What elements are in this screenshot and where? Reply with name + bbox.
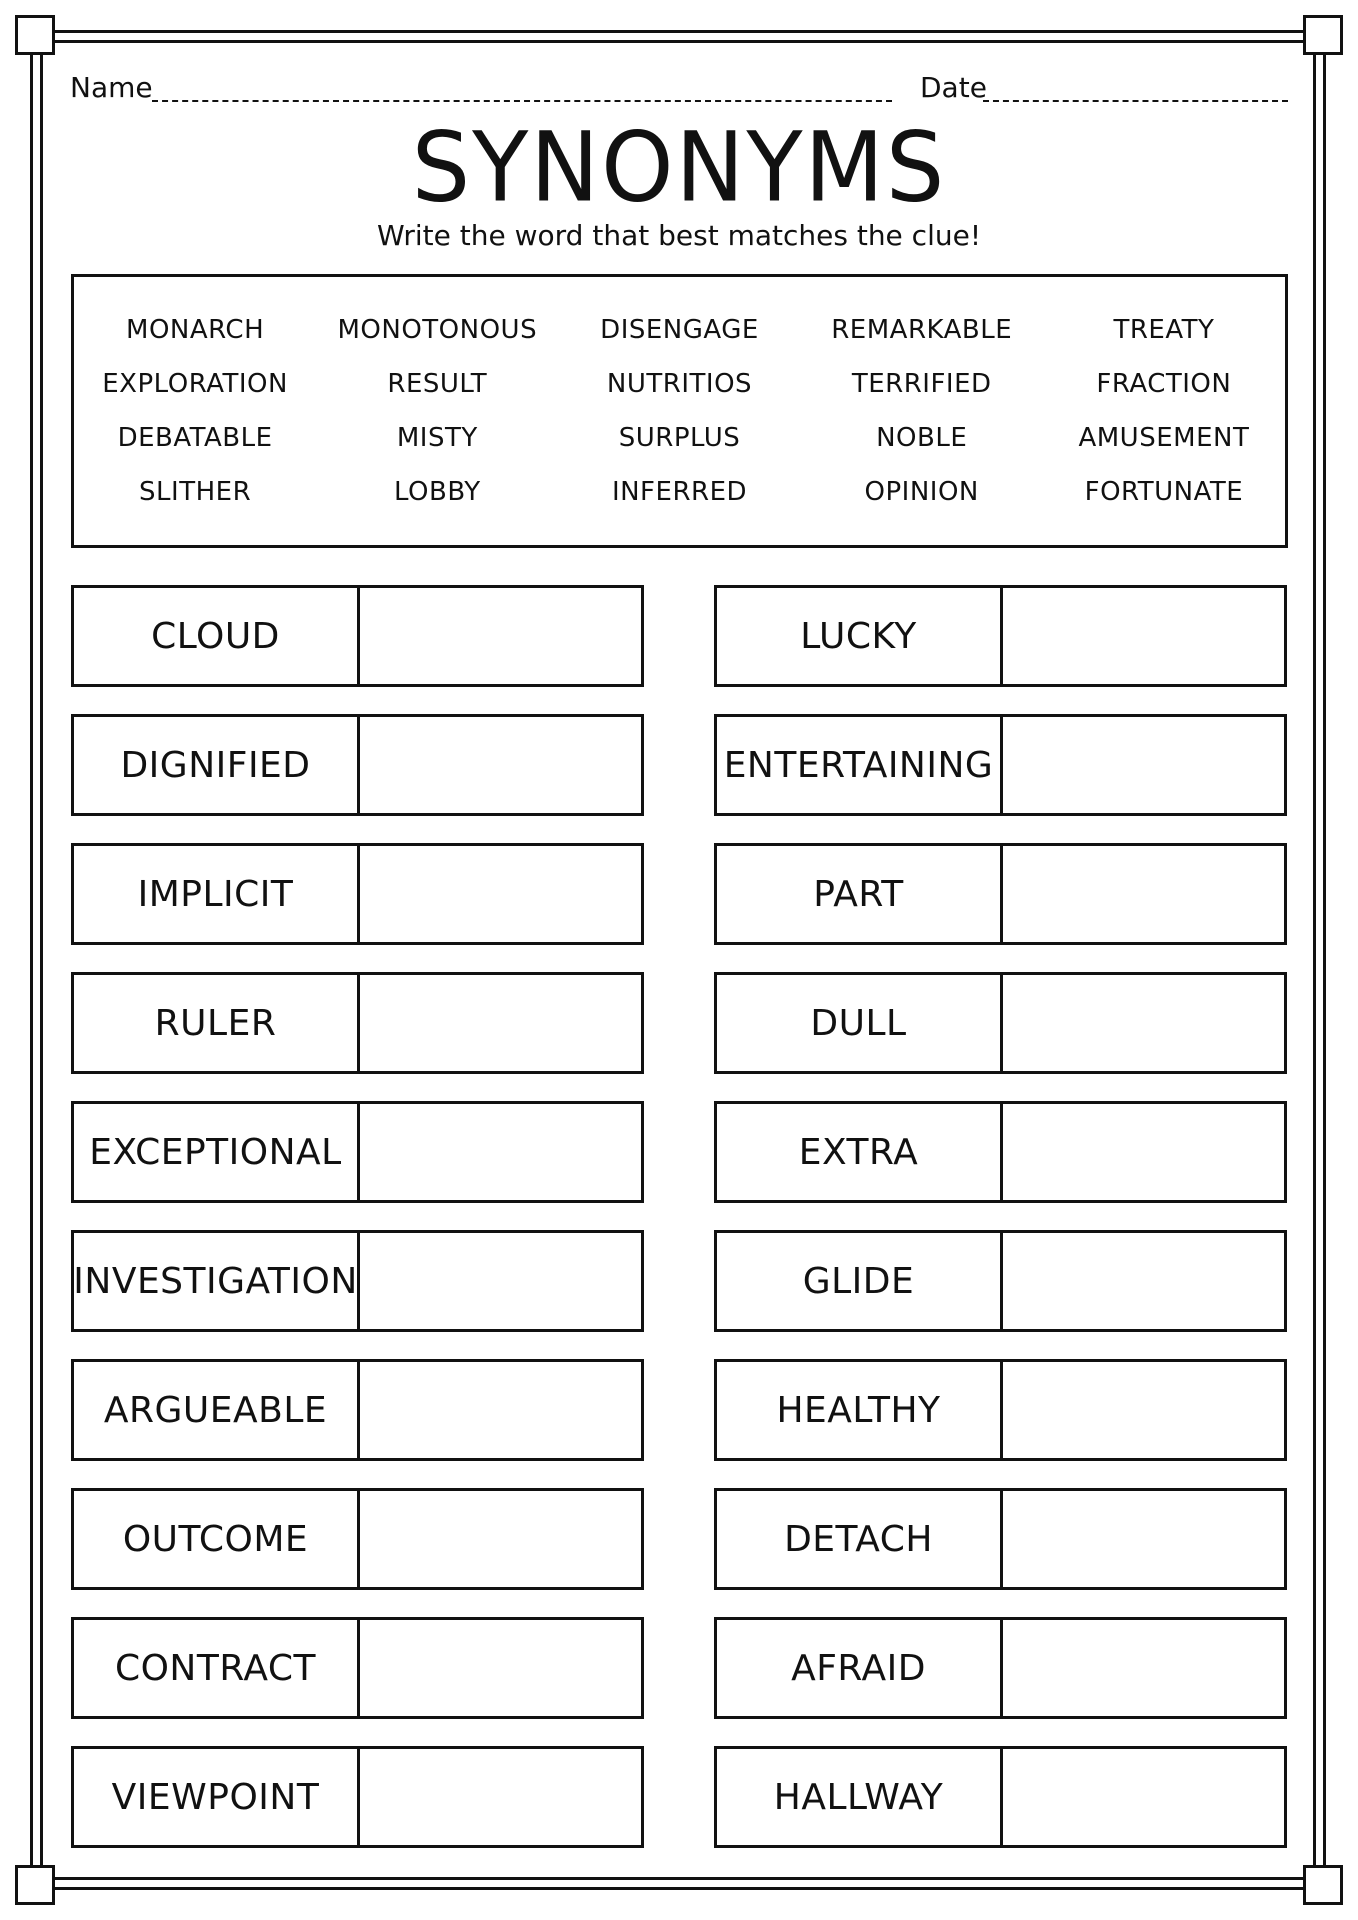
answer-box[interactable]: [1003, 1749, 1284, 1845]
word-bank-item: NUTRITIOS: [606, 369, 753, 399]
word-bank-item: OPINION: [864, 477, 979, 507]
header-row: [70, 68, 1290, 108]
answer-box[interactable]: [1003, 717, 1284, 813]
answer-box[interactable]: [360, 717, 641, 813]
clue-word: INVESTIGATION: [74, 1233, 360, 1329]
clue-word: GLIDE: [717, 1233, 1003, 1329]
clue-row: [714, 714, 1287, 816]
clue-row: [71, 1617, 644, 1719]
clue-word: HEALTHY: [717, 1362, 1003, 1458]
clue-word: DIGNIFIED: [74, 717, 360, 813]
clue-row: [714, 972, 1287, 1074]
answer-box[interactable]: [1003, 1104, 1284, 1200]
clue-row: [714, 843, 1287, 945]
page-title: SYNONYMS: [411, 111, 947, 224]
clue-word: OUTCOME: [74, 1491, 360, 1587]
clue-word: DETACH: [717, 1491, 1003, 1587]
word-bank-item: TREATY: [1113, 315, 1215, 345]
clue-word: ENTERTAINING: [717, 717, 1003, 813]
clue-row: [71, 1746, 644, 1848]
corner-square-top-left: [15, 15, 55, 55]
clue-word: AFRAID: [717, 1620, 1003, 1716]
clue-word: HALLWAY: [717, 1749, 1003, 1845]
word-bank-item: TERRIFIED: [851, 369, 992, 399]
word-bank-item: SLITHER: [139, 477, 252, 507]
word-bank-item: DEBATABLE: [117, 423, 273, 453]
answer-box[interactable]: [1003, 975, 1284, 1071]
answer-box[interactable]: [1003, 846, 1284, 942]
answer-box[interactable]: [1003, 588, 1284, 684]
clue-row: [71, 585, 644, 687]
answer-box[interactable]: [1003, 1491, 1284, 1587]
word-bank-item: MONARCH: [126, 315, 265, 345]
clue-word: IMPLICIT: [74, 846, 360, 942]
clue-row: [714, 585, 1287, 687]
corner-square-bottom-left: [15, 1865, 55, 1905]
clue-word: ARGUEABLE: [74, 1362, 360, 1458]
word-bank-item: RESULT: [387, 369, 488, 399]
word-bank-item: NOBLE: [876, 423, 968, 453]
answer-box[interactable]: [360, 1620, 641, 1716]
answer-box[interactable]: [360, 975, 641, 1071]
clue-word: EXCEPTIONAL: [74, 1104, 360, 1200]
clue-row: [71, 1359, 644, 1461]
clue-row: [714, 1746, 1287, 1848]
word-bank-item: SURPLUS: [618, 423, 741, 453]
word-bank-item: AMUSEMENT: [1078, 423, 1250, 453]
clue-word: PART: [717, 846, 1003, 942]
clue-row: [714, 1359, 1287, 1461]
word-bank-item: EXPLORATION: [102, 369, 288, 399]
date-label: Date: [920, 71, 987, 104]
word-bank-item: FRACTION: [1096, 369, 1232, 399]
clue-row: [71, 972, 644, 1074]
clue-row: [714, 1230, 1287, 1332]
word-bank-item: MISTY: [396, 423, 478, 453]
name-label: Name: [70, 71, 153, 104]
answer-box[interactable]: [360, 1362, 641, 1458]
clue-row: [71, 714, 644, 816]
clue-row: [714, 1617, 1287, 1719]
clue-word: EXTRA: [717, 1104, 1003, 1200]
word-bank-item: DISENGAGE: [600, 315, 759, 345]
clue-word: LUCKY: [717, 588, 1003, 684]
clue-word: RULER: [74, 975, 360, 1071]
answer-box[interactable]: [360, 1104, 641, 1200]
clue-row: [71, 1488, 644, 1590]
clue-row: [71, 843, 644, 945]
clue-row: [714, 1488, 1287, 1590]
word-bank-item: MONOTONOUS: [337, 315, 538, 345]
word-bank-item: LOBBY: [393, 477, 481, 507]
clue-row: [71, 1101, 644, 1203]
answer-box[interactable]: [360, 846, 641, 942]
word-bank-item: INFERRED: [611, 477, 748, 507]
clue-row: [714, 1101, 1287, 1203]
word-bank: [71, 274, 1288, 548]
corner-square-top-right: [1303, 15, 1343, 55]
name-field[interactable]: [152, 100, 892, 102]
date-field[interactable]: [983, 100, 1288, 102]
answer-box[interactable]: [360, 1749, 641, 1845]
answer-box[interactable]: [360, 588, 641, 684]
instructions: Write the word that best matches the clue!: [376, 219, 982, 252]
word-bank-item: FORTUNATE: [1084, 477, 1244, 507]
clue-row: [71, 1230, 644, 1332]
answer-box[interactable]: [1003, 1362, 1284, 1458]
answer-box[interactable]: [360, 1491, 641, 1587]
answer-box[interactable]: [360, 1233, 641, 1329]
corner-square-bottom-right: [1303, 1865, 1343, 1905]
clue-word: DULL: [717, 975, 1003, 1071]
clue-word: CLOUD: [74, 588, 360, 684]
answer-box[interactable]: [1003, 1620, 1284, 1716]
clue-word: CONTRACT: [74, 1620, 360, 1716]
word-bank-item: REMARKABLE: [831, 315, 1013, 345]
clue-word: VIEWPOINT: [74, 1749, 360, 1845]
answer-box[interactable]: [1003, 1233, 1284, 1329]
